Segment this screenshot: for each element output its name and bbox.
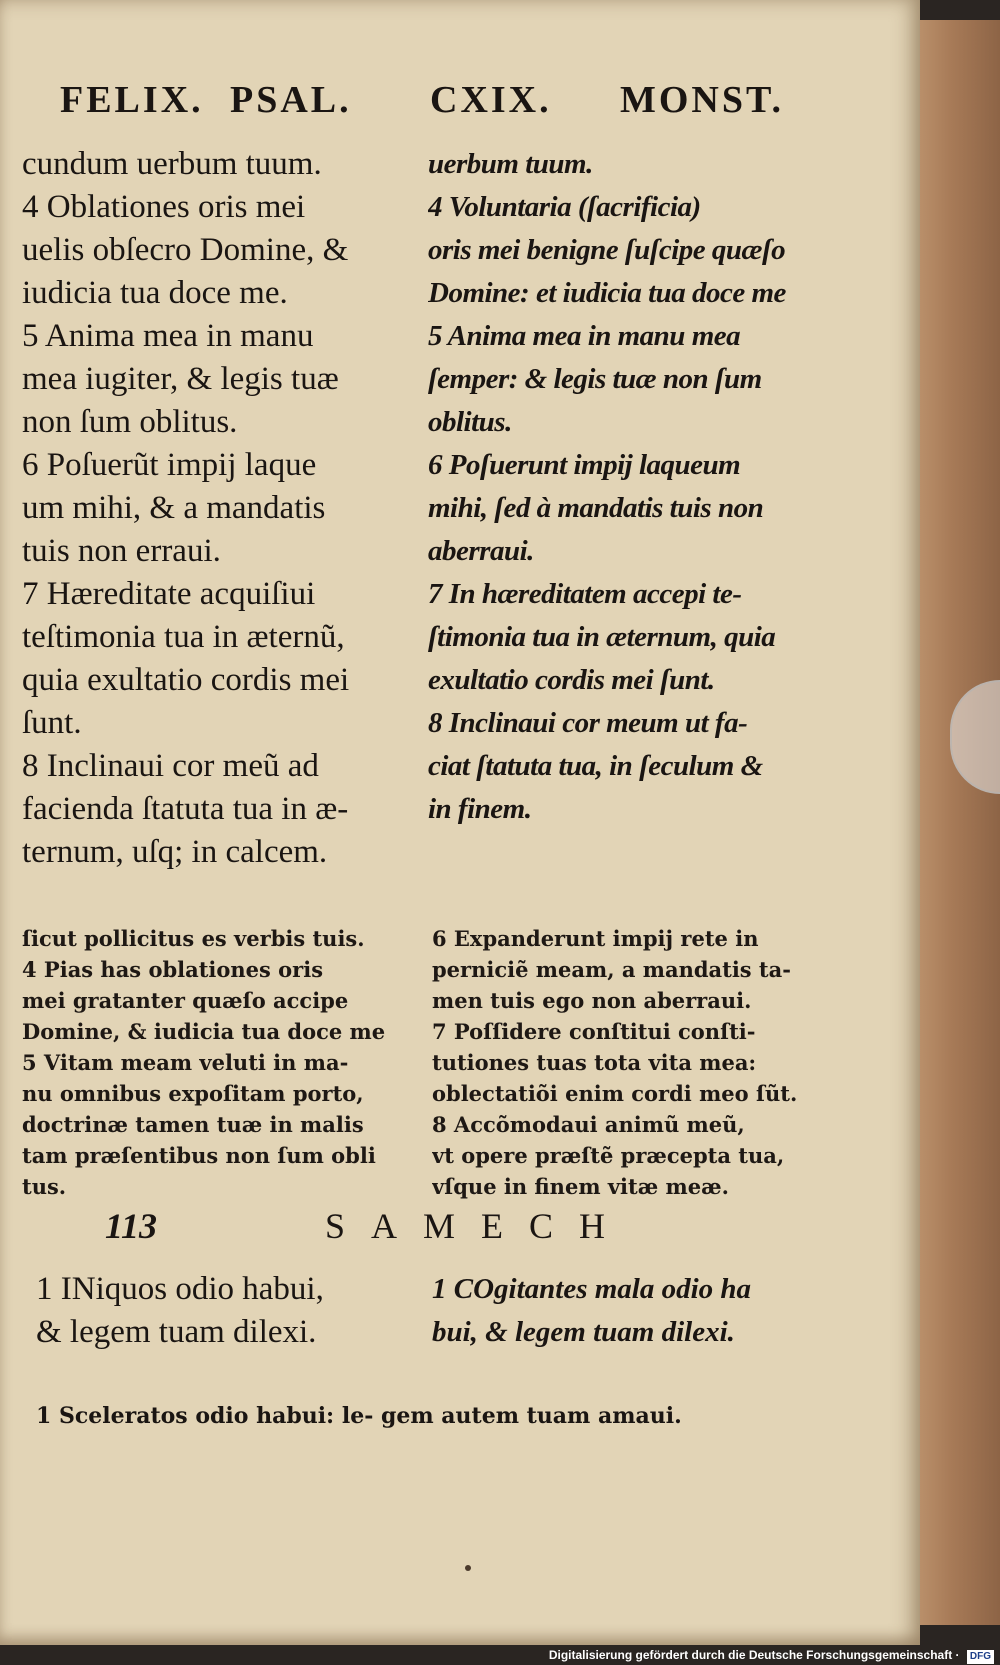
text-line: oblitus. [428,406,512,438]
footer-credit: Digitalisierung gefördert durch die Deutsche Forschungsgemeinschaft · [548,1648,960,1662]
text-line: tam præſentibus non ſum obli [22,1143,376,1168]
text-line: ſunt. [22,705,82,741]
text-line: facienda ſtatuta tua in æ- [22,791,349,827]
text-line: oblectatiõi enim cordi meo ſũt. [432,1081,798,1106]
running-head [60,78,820,128]
text-line: 4 Pias has oblationes oris [22,957,324,982]
text-line: perniciẽ meam, a mandatis ta- [432,957,791,982]
text-line: mei gratanter quæſo accipe [22,988,349,1013]
text-line: 6 Expanderunt impij rete in [432,926,759,951]
text-line: 4 Voluntaria (ſacrificia) [428,191,701,223]
running-head-number: CXIX. [430,79,552,121]
text-line: in finem. [428,793,532,825]
running-head-right: MONST. [620,79,785,121]
text-line: 4 Oblationes oris mei [22,189,306,225]
text-line: ſemper: & legis tuæ non ſum [428,363,762,395]
text-line: ciat ſtatuta tua, in ſeculum & [428,750,763,782]
text-line: ſicut pollicitus es verbis tuis. [22,926,365,951]
text-line: Domine: et iudicia tua doce me [428,277,786,309]
text-line: uelis obſecro Domine, & [22,232,349,268]
samech-blackletter-line [36,1395,816,1438]
text-line: 5 Vitam meam veluti in ma- [22,1050,349,1075]
text-line: quia exultatio cordis mei [22,662,350,698]
section-heading [105,1205,805,1255]
section-title: SAMECH [325,1206,632,1246]
samech-left-column [36,1268,416,1354]
text-line: vt opere præſtẽ præcepta tua, [432,1143,785,1168]
text-line: mea iugiter, & legis tuæ [22,361,339,397]
text-line: 7 Hæreditate acquiſiui [22,576,316,612]
text-line: tuis non erraui. [22,533,221,569]
text-line: aberraui. [428,535,534,567]
text-line: & legem tuam dilexi. [36,1314,317,1350]
ornament-dot [465,1565,471,1571]
italic-text-right-column [428,143,858,831]
samech-right-column [432,1268,852,1354]
text-line: doctrinæ tamen tuæ in malis [22,1112,364,1137]
text-line: tus. [22,1174,67,1199]
text-line: cundum uerbum tuum. [22,146,322,182]
text-line: tutiones tuas tota vita mea: [432,1050,757,1075]
text-line: men tuis ego non aberraui. [432,988,752,1013]
text-line: non ſum oblitus. [22,404,238,440]
latin-text-left-column [22,143,417,874]
dfg-logo: DFG [967,1650,994,1664]
blackletter-paraphrase-right [432,923,852,1202]
text-line: Domine, & iudicia tua doce me [22,1019,386,1044]
page-number: 113 [105,1206,158,1246]
text-line: 8 Inclinaui cor meũ ad [22,748,319,784]
text-line: iudicia tua doce me. [22,275,288,311]
text-line: 7 In hæreditatem accepi te- [428,578,742,610]
text-line: ſtimonia tua in æternum, quia [428,621,776,653]
text-line: mihi, ſed à mandatis tuis non [428,492,764,524]
page-edge [920,20,1000,1625]
text-line: 8 Inclinaui cor meum ut fa- [428,707,748,739]
text-line: 6 Poſuerunt impij laqueum [428,449,741,481]
text-line: 6 Poſuerũt impij laque [22,447,317,483]
text-line: uerbum tuum. [428,148,593,180]
text-line: teſtimonia tua in æternũ, [22,619,345,655]
text-line: 1 Sceleratos odio habui: le- gem autem tuam amaui. [36,1403,682,1429]
digitization-footer [0,1645,1000,1665]
text-line: 1 INiquos odio habui, [36,1271,324,1307]
text-line: oris mei benigne ſuſcipe quæſo [428,234,786,266]
text-line: 8 Accõmodaui animũ meũ, [432,1112,745,1137]
blackletter-paraphrase-left [22,923,417,1202]
text-line: 7 Poſſidere conſtitui conſti- [432,1019,756,1044]
text-line: exultatio cordis mei ſunt. [428,664,715,696]
text-line: ternum, uſq; in calcem. [22,834,328,870]
running-head-left: FELIX. [60,79,204,121]
text-line: 1 COgitantes mala odio ha [432,1273,752,1305]
text-line: 5 Anima mea in manu mea [428,320,741,352]
text-line: bui, & legem tuam dilexi. [432,1316,735,1348]
running-head-psal: PSAL. [230,79,352,121]
text-line: um mihi, & a mandatis [22,490,326,526]
text-line: nu omnibus expoſitam porto, [22,1081,364,1106]
text-line: 5 Anima mea in manu [22,318,314,354]
text-line: vſque in finem vitæ meæ. [432,1174,729,1199]
